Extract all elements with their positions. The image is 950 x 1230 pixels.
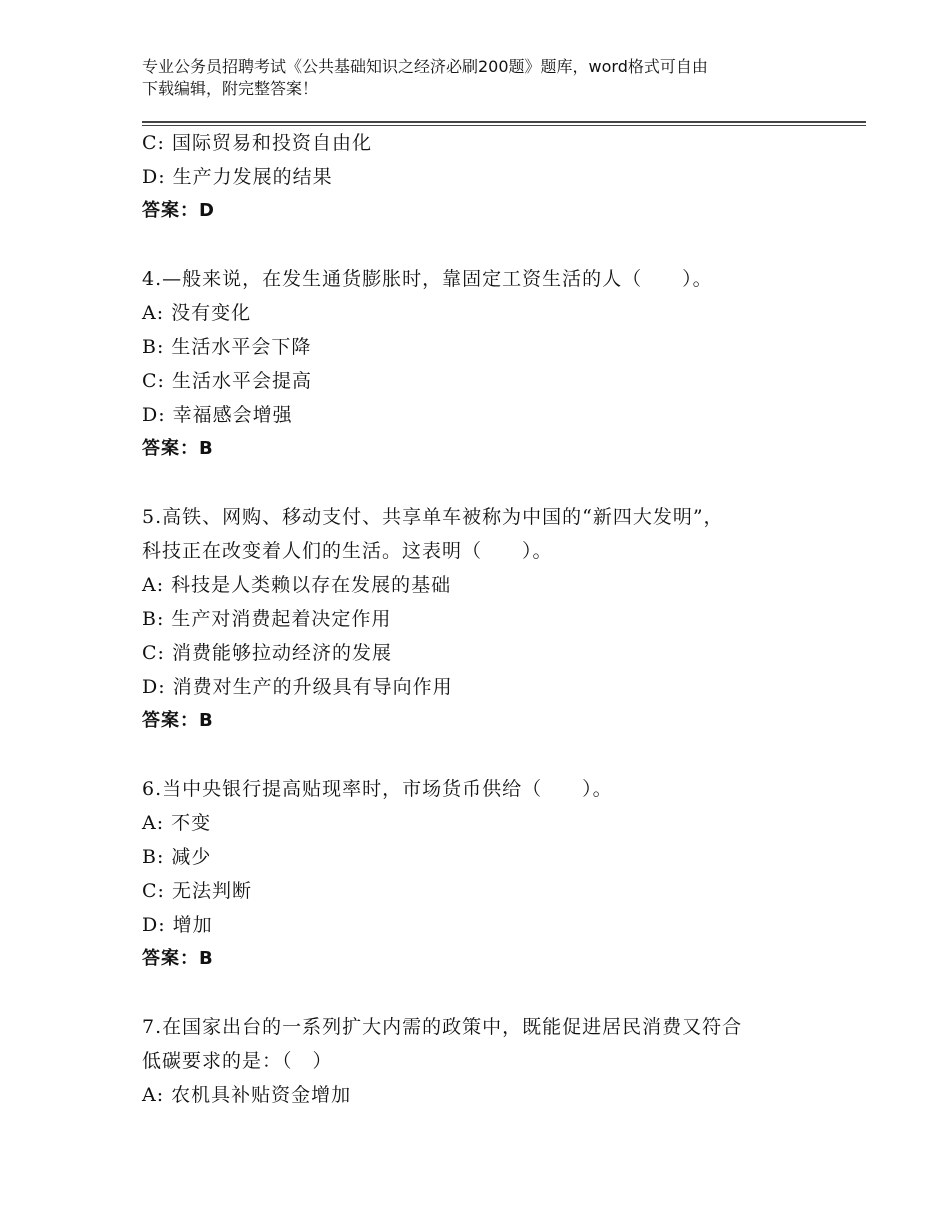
question-stem-line-2: 低碳要求的是：（ ）	[142, 1050, 333, 1072]
answer-label: 答案：B	[142, 710, 214, 731]
question-stem-line-1: 5.高铁、网购、移动支付、共享单车被称为中国的“新四大发明”，	[142, 506, 724, 528]
option-c: C: 消费能够拉动经济的发展	[142, 642, 392, 664]
header-rule-thick	[142, 121, 866, 123]
option-d: D: 增加	[142, 914, 213, 936]
header-line-2: 下载编辑，附完整答案！	[142, 79, 319, 98]
question-stem: 4.—般来说，在发生通货膨胀时，靠固定工资生活的人（ ）。	[142, 268, 713, 290]
option-c: C: 无法判断	[142, 880, 252, 902]
question-4	[142, 262, 842, 466]
option-d: D: 幸福感会增强	[142, 404, 293, 426]
answer-label: 答案：D	[142, 200, 215, 221]
option-d: D: 生产力发展的结果	[142, 166, 333, 188]
answer-label: 答案：B	[142, 948, 214, 969]
question-stem-line-2: 科技正在改变着人们的生活。这表明（ ）。	[142, 540, 553, 562]
option-a: A: 科技是人类赖以存在发展的基础	[142, 574, 452, 596]
option-a: A: 不变	[142, 812, 212, 834]
question-list	[142, 126, 842, 1112]
header-line-1: 专业公务员招聘考试《公共基础知识之经济必刷200题》题库，word格式可自由	[142, 57, 708, 76]
question-6	[142, 772, 842, 976]
question-stem: 6.当中央银行提高贴现率时，市场货币供给（ ）。	[142, 778, 613, 800]
question-3	[142, 126, 842, 228]
option-c: C: 国际贸易和投资自由化	[142, 132, 372, 154]
option-b: B: 减少	[142, 846, 212, 868]
option-a: A: 农机具补贴资金增加	[142, 1084, 352, 1106]
option-d: D: 消费对生产的升级具有导向作用	[142, 676, 453, 698]
question-stem-line-1: 7.在国家出台的一系列扩大内需的政策中，既能促进居民消费又符合	[142, 1016, 743, 1038]
question-5	[142, 500, 842, 738]
option-b: B: 生产对消费起着决定作用	[142, 608, 392, 630]
option-c: C: 生活水平会提高	[142, 370, 312, 392]
answer-label: 答案：B	[142, 438, 214, 459]
document-header	[142, 56, 822, 100]
option-a: A: 没有变化	[142, 302, 252, 324]
option-b: B: 生活水平会下降	[142, 336, 312, 358]
question-7	[142, 1010, 842, 1112]
